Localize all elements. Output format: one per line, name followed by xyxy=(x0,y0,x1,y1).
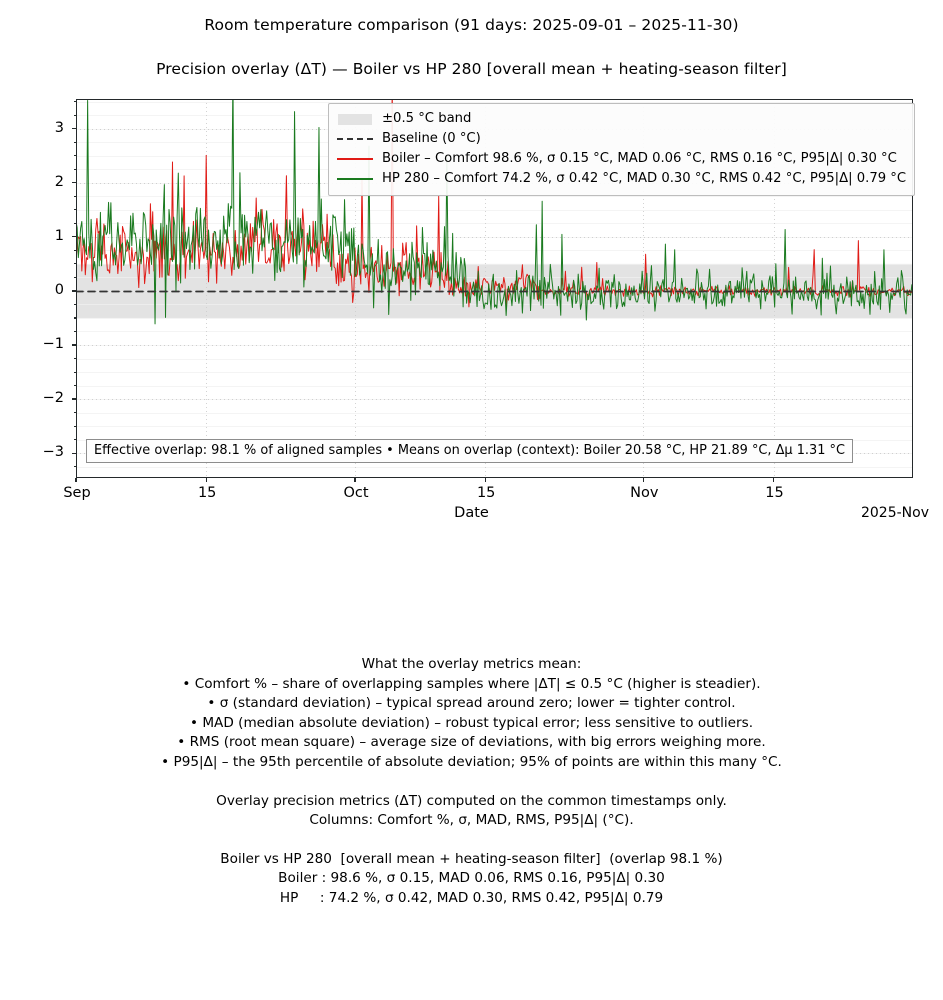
x-tick-mark xyxy=(75,478,76,482)
footer-line: • RMS (root mean square) – average size of deviations, with big errors weighing more. xyxy=(177,734,766,751)
y-tick-label: 2 xyxy=(54,173,64,190)
footer-notes xyxy=(0,655,943,909)
plot-area xyxy=(76,99,913,478)
x-tick-label: 15 xyxy=(765,485,784,501)
footer-line: • P95|Δ| – the 95th percentile of absolute deviation; 95% of points are within this many °C. xyxy=(161,753,782,770)
legend-label-boiler: Boiler – Comfort 98.6 %, σ 0.15 °C, MAD 0.06 °C, RMS 0.16 °C, P95|Δ| 0.30 °C xyxy=(382,151,897,166)
footer-spacer xyxy=(0,773,943,792)
chart-legend[interactable] xyxy=(328,103,915,196)
footer-line: Boiler vs HP 280 [overall mean + heating-season filter] (overlap 98.1 %) xyxy=(220,850,723,867)
y-tick-label: −1 xyxy=(42,335,64,352)
y-tick-label: 1 xyxy=(54,227,64,244)
legend-item-boiler xyxy=(336,149,906,169)
x-tick-label: 15 xyxy=(476,485,496,501)
footer-line: • σ (standard deviation) – typical spread around zero; lower = tighter control. xyxy=(207,695,736,712)
axes-title: Precision overlay (ΔT) — Boiler vs HP 280 [overall mean + heating-season filter] xyxy=(156,60,787,78)
x-tick-label: Sep xyxy=(63,485,91,501)
x-tick-label: Oct xyxy=(343,485,369,501)
x-axis-corner-label: 2025-Nov xyxy=(860,505,929,521)
overlap-annotation: Effective overlap: 98.1 % of aligned samples • Means on overlap (context): Boiler 20.58 °C, HP 21.89 °C, Δμ 1.31 °C xyxy=(86,439,853,463)
footer-line: Columns: Comfort %, σ, MAD, RMS, P95|Δ| (°C). xyxy=(309,812,634,829)
footer-spacer xyxy=(0,831,943,850)
y-tick-label: −3 xyxy=(42,444,64,461)
footer-line: What the overlay metrics mean: xyxy=(361,656,582,672)
x-tick-label: Nov xyxy=(630,485,659,501)
footer-line: Overlay precision metrics (ΔT) computed on the common timestamps only. xyxy=(216,792,727,809)
legend-label-baseline: Baseline (0 °C) xyxy=(382,131,481,146)
legend-item-baseline xyxy=(336,129,906,149)
footer-line: Boiler : 98.6 %, σ 0.15, MAD 0.06, RMS 0.16, P95|Δ| 0.30 xyxy=(278,870,665,887)
y-tick-label: −2 xyxy=(42,390,64,407)
footer-line: • Comfort % – share of overlapping samples where |ΔT| ≤ 0.5 °C (higher is steadier). xyxy=(182,675,761,692)
y-tick-label: 0 xyxy=(54,281,64,298)
x-tick-label: 15 xyxy=(197,485,217,501)
footer-line: HP : 74.2 %, σ 0.42, MAD 0.30, RMS 0.42, P95|Δ| 0.79 xyxy=(279,889,664,906)
band-swatch-icon xyxy=(336,112,374,126)
legend-item-hp280 xyxy=(336,169,906,189)
x-tick-mark xyxy=(643,478,644,482)
boiler-line-icon xyxy=(336,152,374,166)
x-tick-mark xyxy=(773,478,774,482)
x-tick-mark xyxy=(206,478,207,482)
x-tick-mark xyxy=(485,478,486,482)
figure-suptitle: Room temperature comparison (91 days: 2025-09-01 – 2025-11-30) xyxy=(204,16,739,34)
x-tick-mark xyxy=(354,478,355,482)
y-tick-label: 3 xyxy=(54,119,64,136)
legend-label-hp280: HP 280 – Comfort 74.2 %, σ 0.42 °C, MAD 0.30 °C, RMS 0.42 °C, P95|Δ| 0.79 °C xyxy=(382,171,907,186)
hp280-line-icon xyxy=(336,172,374,186)
x-axis-label: Date xyxy=(454,505,489,521)
footer-line: • MAD (median absolute deviation) – robust typical error; less sensitive to outliers. xyxy=(189,714,754,731)
dashed-line-icon xyxy=(336,132,374,146)
legend-label-band: ±0.5 °C band xyxy=(382,111,472,126)
legend-item-band xyxy=(336,109,906,129)
